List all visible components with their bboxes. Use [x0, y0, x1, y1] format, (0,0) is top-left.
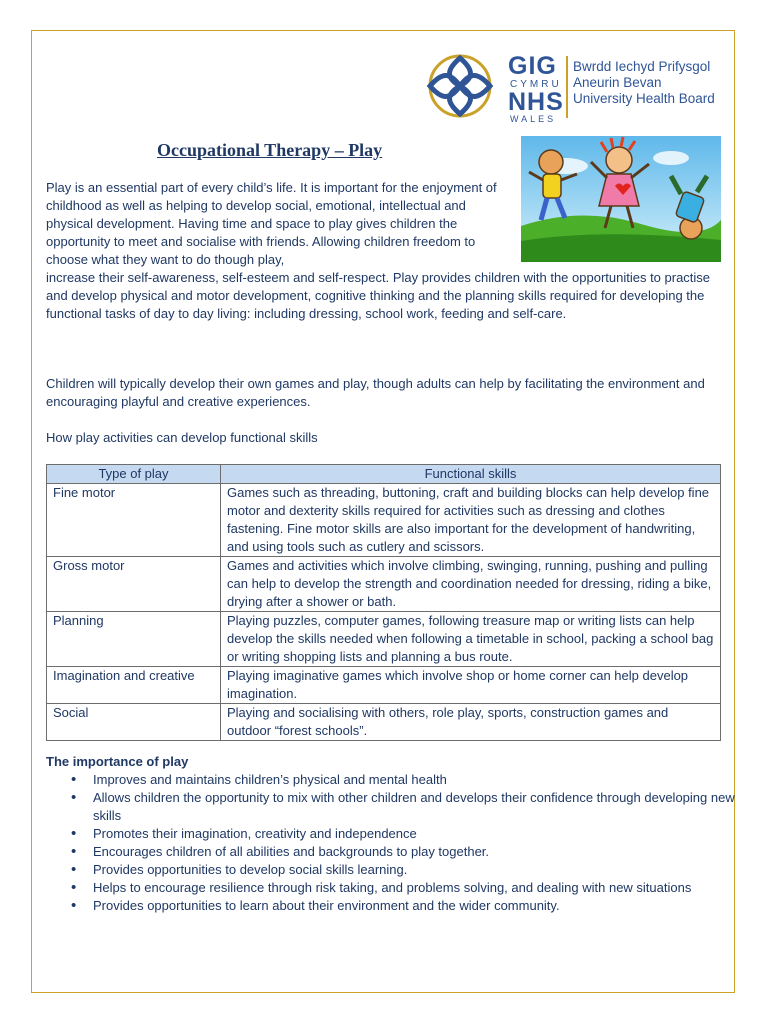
board-line: University Health Board — [573, 91, 715, 106]
list-item: • Allows children the opportunity to mix with other children and develops their confidence through developing new skills — [93, 789, 765, 825]
list-item: • Helps to encourage resilience through risk taking, and problems solving, and dealing with new situations — [93, 879, 765, 897]
functional-skills-cell: Games and activities which involve climbing, swinging, running, pushing and pulling can help to develop the strength and coordination needed for dressing, riding a bike, drying after a shower or bath. — [221, 557, 721, 612]
list-item: • Promotes their imagination, creativity and independence — [93, 825, 765, 843]
functional-skills-cell: Games such as threading, buttoning, craft and building blocks can help develop fine motor and dexterity skills required for activities such as dressing and clothes fastening. Fine motor skills are also important for the development of handwriting, and using tools such as cutlery and scissors. — [221, 484, 721, 557]
children-playing-illustration — [521, 136, 721, 262]
nhs-wales-logo — [424, 52, 724, 122]
logo-gig: GIG — [508, 52, 557, 80]
board-line: Bwrdd Iechyd Prifysgol — [573, 59, 711, 74]
table-row — [47, 667, 721, 704]
play-type-cell: Fine motor — [47, 484, 221, 557]
list-item: • Provides opportunities to learn about their environment and the wider community. — [93, 897, 765, 915]
table-row — [47, 612, 721, 667]
list-item: • Improves and maintains children’s physical and mental health — [93, 771, 765, 789]
play-type-cell: Imagination and creative — [47, 667, 221, 704]
list-item: • Provides opportunities to develop social skills learning. — [93, 861, 765, 879]
table-row — [47, 557, 721, 612]
list-item: • Encourages children of all abilities and backgrounds to play together. — [93, 843, 765, 861]
table-header-row — [47, 465, 721, 484]
celtic-knot-icon — [424, 52, 496, 120]
functional-skills-cell: Playing puzzles, computer games, following treasure map or writing lists can help develop the skills needed when following a timetable in school, packing a school bag or writing shopping lists and planning a bus route. — [221, 612, 721, 667]
board-line: Aneurin Bevan — [573, 75, 662, 90]
play-type-cell: Gross motor — [47, 557, 221, 612]
header-type-of-play: Type of play — [47, 465, 221, 484]
intro-paragraph-part1: Play is an essential part of every child’s life. It is important for the enjoyment of childhood as well as helping to develop social, emotional, intellectual and physical development. Having time and space to play gives children the opportunity to meet and socialise with friends. Allowing children freedom to choose what they want to do though play, — [46, 180, 497, 267]
adult-support-paragraph: Children will typically develop their own games and play, though adults can help by facilitating the environment and encouraging playful and creative experiences. — [46, 376, 705, 409]
header-functional-skills: Functional skills — [221, 465, 721, 484]
logo-cymru: CYMRU — [510, 79, 562, 90]
play-skills-table — [46, 464, 721, 741]
play-type-cell: Planning — [47, 612, 221, 667]
table-row — [47, 704, 721, 741]
page-title: Occupational Therapy – Play — [157, 140, 383, 160]
logo-divider — [566, 56, 568, 118]
logo-nhs: NHS — [508, 88, 564, 116]
importance-heading: The importance of play — [46, 754, 189, 769]
importance-list — [46, 771, 765, 915]
functional-skills-cell: Playing and socialising with others, role play, sports, construction games and outdoor “forest schools”. — [221, 704, 721, 741]
table-row — [47, 484, 721, 557]
logo-wales: WALES — [510, 114, 557, 124]
table-caption: How play activities can develop functional skills — [46, 430, 318, 445]
functional-skills-cell: Playing imaginative games which involve shop or home corner can help develop imagination. — [221, 667, 721, 704]
play-type-cell: Social — [47, 704, 221, 741]
health-board-name — [573, 59, 715, 107]
intro-paragraph-part2: increase their self-awareness, self-esteem and self-respect. Play provides children with the opportunities to practise and develop physical and motor development, cognitive thinking and the planning skills required for developing the functional tasks of day to day living: including dressing, school work, feeding and self-care. — [46, 270, 711, 321]
